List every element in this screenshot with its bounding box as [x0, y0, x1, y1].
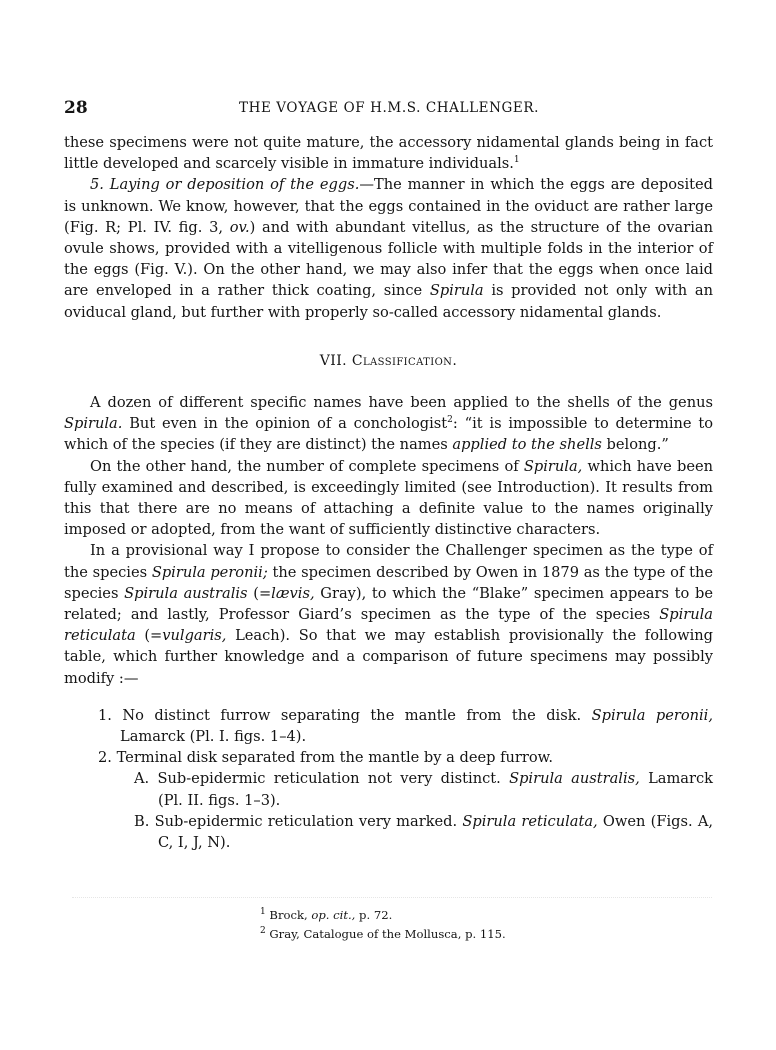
footnotes [260, 906, 506, 944]
footnote-ref-1: 1 [513, 155, 520, 166]
footnote-divider [72, 897, 712, 898]
section-heading: VII. Classification. [319, 352, 458, 369]
paragraph-provisional: In a provisional way I propose to consider the Challenger specimen as the type of the species Spirula peronii; the specimen described by Owen in 1879 as the type of the species Spirula australis (=lævis, Gray), to which the “Blake” specimen appears to be related; and lastly, Professor Giard’s specimen as the type of the species Spirula reticulata (=vulgaris, Leach). So that we may establish provisionally the following table, which further knowledge and a comparison of future specimens may possibly modify :— [64, 542, 714, 687]
list-item: 2. Terminal disk separated from the mantle by a deep furrow. [98, 749, 554, 767]
paragraph-specific-names: A dozen of different specific names have been applied to the shells of the genus Spirula. But even in the opinion of a conchologist$^2$: “it is impossible to determine to which of the species (if they are distinct) the names applied to the shells belong.” [64, 394, 713, 454]
paragraph-continuation: these specimens were not quite mature, the accessory nidamental glands being in fact little developed and scarcely visible in immature individuals.$^1$ [64, 134, 713, 173]
paragraph-complete-specimens: On the other hand, the number of complete specimens of Spirula, which have been fully examined and described, is exceedingly limited (see Introduction). It results from this that there are no means of attaching a definite value to the names originally imposed or adopted, from the want of sufficiently distinctive characters. [64, 457, 714, 539]
running-title: THE VOYAGE OF H.M.S. CHALLENGER. [238, 100, 540, 116]
page-number: 28 [64, 98, 88, 118]
list-item: B. Sub-epidermic reticulation very marked. Spirula reticulata, Owen (Figs. A, C, I, J, N). [134, 812, 714, 852]
footnote-ref-2: 2 [447, 415, 453, 426]
list-item: A. Sub-epidermic reticulation not very distinct. Spirula australis, Lamarck (Pl. II. figs. 1–3). [134, 770, 714, 809]
footnote-1: $^1$ Brock, op. cit., p. 72. [260, 907, 393, 922]
page-header [64, 98, 714, 120]
classification-list [64, 705, 713, 853]
subsection-heading: 5. Laying or deposition of the eggs. [90, 176, 360, 194]
body-text [64, 132, 713, 853]
footnote-2: $^2$ Gray, Catalogue of the Mollusca, p. 115. [260, 926, 506, 941]
paragraph-laying-eggs: 5. Laying or deposition of the eggs.—The manner in which the eggs are deposited is unknown. We know, however, that the eggs contained in the oviduct are rather large (Fig. R; Pl. IV. fig. 3, ov.) and with abundant vitellus, as the structure of the ovarian ovule shows, provided with a vitelligenous follicle with multiple folds in the interior of the eggs (Fig. V.). On the other hand, we may also infer that the eggs when once laid are enveloped in a rather thick coating, since Spirula is provided not only with an oviducal gland, but further with properly so-called accessory nidamental glands. [64, 176, 713, 321]
list-item: 1. No distinct furrow separating the mantle from the disk. Spirula peronii, Lamarck (Pl. I. figs. 1–4). [98, 706, 713, 746]
